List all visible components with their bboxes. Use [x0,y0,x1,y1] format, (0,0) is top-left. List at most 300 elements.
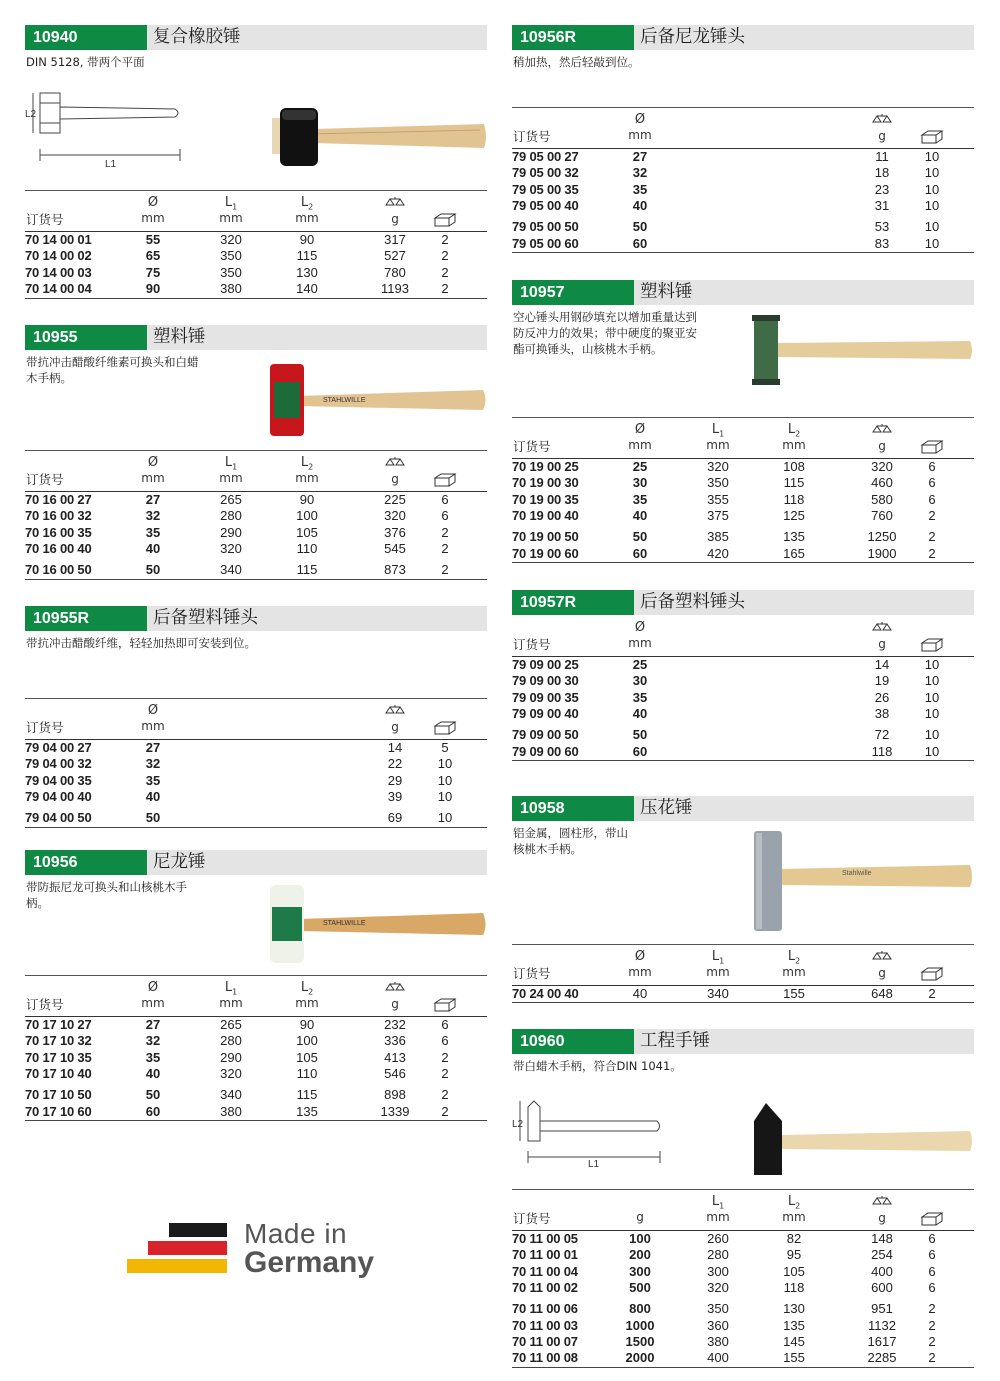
cell-l1: 265 [220,492,242,507]
section-code: 10958 [512,796,634,821]
data-table [25,698,487,828]
cell-pk: 2 [441,1049,449,1065]
data-table [512,944,974,1003]
cell-num: 70 17 10 60 [25,1103,92,1119]
cell-pk: 10 [437,756,453,772]
cell-num: 70 11 00 02 [512,1280,578,1296]
l2-sub: 2 [308,987,314,997]
cell-dia: 35 [145,772,161,788]
l2-unit: mm [295,996,319,1010]
cell-g: 14 [387,740,403,755]
l2-sub: 2 [308,202,314,212]
cell-g: 39 [387,789,403,805]
cell-num: 70 11 00 01 [512,1247,578,1263]
table-row [25,810,487,826]
cell-g: 23 [874,181,890,197]
cell-l1: 340 [220,562,242,578]
l2-symbol: L [300,195,309,210]
cell-pk: 10 [924,235,940,251]
cell-num: 79 04 00 50 [25,810,92,826]
dimension-diagram [512,1099,672,1169]
dia-unit: mm [628,128,652,142]
cell-dia: 60 [632,743,648,759]
cell-pk: 2 [928,986,936,1001]
flag-stripe-red [148,1241,227,1255]
section-code: 10957R [512,590,634,615]
cell-pk: 10 [924,706,940,722]
section-code: 10957 [512,280,634,305]
table-row [512,1247,974,1263]
cell-dia: 32 [145,1033,161,1049]
dia-symbol: Ø [634,112,646,127]
cell-l2: 108 [783,459,805,474]
cell-g: 232 [384,1017,406,1032]
cell-num: 79 04 00 27 [25,740,92,755]
cell-g: 69 [387,810,403,826]
diagram-l2: L2 [25,109,37,120]
cell-g: 320 [871,459,893,474]
cell-pk: 6 [441,508,449,524]
l2-symbol: L [300,455,309,470]
cell-wg: 300 [629,1263,651,1279]
cell-pk: 2 [441,1103,449,1119]
cell-g: 898 [384,1087,406,1103]
cell-l2: 118 [783,1280,805,1296]
l2-sub: 2 [795,1201,801,1211]
cell-l2: 135 [783,1317,805,1333]
cell-dia: 40 [145,541,161,557]
order-header: 订货号 [513,966,551,981]
package-icon [920,1212,944,1226]
l2-symbol: L [300,980,309,995]
cell-pk: 2 [441,524,449,540]
cell-g: 320 [384,508,406,524]
cell-num: 70 14 00 04 [25,281,92,297]
l1-unit: mm [219,471,243,485]
l2-unit: mm [782,438,806,452]
l2-sub: 2 [795,956,801,966]
cell-l1: 350 [707,475,729,491]
cell-num: 70 17 10 50 [25,1087,92,1103]
section-header [512,1029,974,1054]
section-10958 [512,796,974,1001]
cell-num: 70 14 00 03 [25,264,92,280]
cell-l1: 340 [220,1087,242,1103]
scale-icon [384,980,406,994]
cell-dia: 50 [632,727,648,743]
cell-g: 1900 [867,545,897,561]
table-row [25,1066,487,1082]
weight-unit: g [878,637,886,651]
cell-l2: 118 [783,491,805,507]
cell-pk: 5 [441,740,449,755]
dia-unit: mm [141,211,165,225]
cell-g: 18 [874,165,890,181]
scale-icon [871,1194,893,1208]
cell-l2: 135 [296,1103,318,1119]
table-row [512,657,974,673]
cell-dia: 35 [145,524,161,540]
diagram-l1: L1 [105,159,117,170]
section-header [512,25,974,50]
cell-g: 83 [874,235,890,251]
head-weight-unit: g [636,1210,644,1224]
cell-num: 70 24 00 40 [512,986,579,1001]
diagram-l1: L1 [588,1159,600,1169]
section-10956R [512,25,974,251]
cell-l1: 280 [220,508,242,524]
dia-unit: mm [628,438,652,452]
hammer-photo [752,829,974,933]
table-row [512,165,974,181]
diagram-l2: L2 [512,1119,524,1130]
svg-text:STAHLWILLE: STAHLWILLE [323,920,366,927]
cell-pk: 6 [928,1247,936,1263]
cell-g: 254 [871,1247,893,1263]
data-table [512,616,974,761]
cell-pk: 2 [928,1317,936,1333]
scale-icon [384,455,406,469]
cell-g: 14 [874,657,890,672]
table-header [512,616,974,657]
cell-l2: 110 [296,1066,318,1082]
section-title: 后备尼龙锤头 [640,27,745,47]
l2-sub: 2 [308,462,314,472]
cell-num: 79 09 00 30 [512,673,579,689]
cell-l1: 280 [220,1033,242,1049]
cell-dia: 40 [632,986,648,1001]
cell-pk: 10 [924,689,940,705]
table-row [512,182,974,198]
cell-wg: 200 [629,1247,651,1263]
section-header [512,590,974,615]
cell-dia: 60 [145,1103,161,1119]
cell-dia: 25 [632,459,648,474]
table-row [25,1104,487,1120]
table-row [512,529,974,545]
hammer-photo [268,360,488,440]
cell-num: 79 05 00 32 [512,165,579,181]
cell-dia: 32 [145,756,161,772]
cell-g: 760 [871,508,893,524]
table-row [512,690,974,706]
table-header [512,944,974,986]
section-10955R [25,606,487,826]
l1-symbol: L [711,949,720,964]
table-row [25,1087,487,1103]
scale-icon [871,620,893,634]
hammer-photo [752,313,974,388]
l1-symbol: L [711,422,720,437]
table-row [512,149,974,165]
cell-num: 79 09 00 60 [512,743,579,759]
badge-line2: Germany [244,1246,375,1279]
cell-pk: 10 [924,673,940,689]
cell-g: 413 [384,1049,406,1065]
cell-num: 79 04 00 35 [25,772,92,788]
cell-num: 70 19 00 40 [512,508,579,524]
package-icon [433,998,457,1012]
cell-l2: 130 [783,1301,805,1317]
cell-wg: 1500 [625,1333,655,1349]
table-row [512,198,974,214]
cell-pk: 2 [441,232,449,247]
cell-dia: 55 [145,232,161,247]
package-icon [433,721,457,735]
cell-g: 460 [871,475,893,491]
cell-l2: 115 [296,1087,318,1103]
cell-dia: 35 [632,181,648,197]
cell-num: 70 16 00 50 [25,562,92,578]
dia-unit: mm [628,636,652,650]
cell-g: 11 [875,149,889,164]
cell-l1: 380 [220,1103,242,1119]
cell-num: 70 19 00 30 [512,475,579,491]
cell-pk: 6 [928,475,936,491]
section-header [25,850,487,875]
section-description: 铝金属，圆柱形，带山 核桃木手柄。 [513,826,628,856]
cell-dia: 60 [632,545,648,561]
cell-num: 79 05 00 50 [512,219,579,235]
cell-dia: 65 [145,248,161,264]
dia-symbol: Ø [147,703,159,718]
l1-unit: mm [219,211,243,225]
package-icon [920,967,944,981]
cell-l2: 145 [783,1333,805,1349]
cell-g: 546 [384,1066,406,1082]
table-row [512,475,974,491]
data-table [512,107,974,253]
cell-g: 780 [384,264,406,280]
svg-text:STAHLWILLE: STAHLWILLE [323,397,366,404]
table-row [25,1050,487,1066]
cell-l1: 260 [707,1231,729,1246]
section-description: 带抗冲击醋酸纤维素可换头和白蜡 木手柄。 [26,355,199,385]
cell-pk: 2 [928,1301,936,1317]
table-row [25,508,487,524]
badge-line1: Made in [244,1218,348,1249]
cell-dia: 40 [145,789,161,805]
cell-l1: 320 [707,459,729,474]
cell-pk: 2 [441,1087,449,1103]
cell-pk: 6 [441,1017,449,1032]
cell-dia: 90 [145,281,161,297]
cell-num: 70 14 00 01 [25,232,92,247]
scale-icon [871,422,893,436]
flag-stripe-gold [127,1259,227,1273]
order-header: 订货号 [26,997,64,1012]
cell-l2: 100 [296,1033,318,1049]
package-icon [433,213,457,227]
scale-icon [871,112,893,126]
cell-g: 648 [871,986,893,1001]
dia-unit: mm [141,719,165,733]
section-header [25,25,487,50]
cell-num: 79 05 00 27 [512,149,579,164]
section-10956 [25,850,487,1119]
cell-pk: 10 [924,165,940,181]
cell-l2: 115 [296,248,318,264]
cell-dia: 60 [632,235,648,251]
section-header [512,280,974,305]
table-header [512,107,974,149]
l2-unit: mm [782,1210,806,1224]
table-body [25,232,487,299]
cell-g: 951 [871,1301,893,1317]
table-header [25,450,487,492]
cell-dia: 40 [632,198,648,214]
cell-pk: 2 [441,264,449,280]
cell-pk: 6 [928,1280,936,1296]
cell-l1: 350 [707,1301,729,1317]
cell-num: 70 19 00 25 [512,459,579,474]
order-header: 订货号 [513,637,551,652]
dia-symbol: Ø [634,620,646,635]
cell-g: 1339 [380,1103,410,1119]
cell-num: 79 04 00 32 [25,756,92,772]
cell-g: 1132 [868,1317,896,1333]
l2-symbol: L [787,1194,796,1209]
weight-unit: g [878,1211,886,1225]
section-10955 [25,325,487,578]
table-row [25,789,487,805]
cell-l1: 280 [707,1247,729,1263]
package-icon [920,440,944,454]
cell-g: 148 [871,1231,893,1246]
cell-pk: 6 [928,459,936,474]
section-10940 [25,25,487,297]
cell-g: 225 [384,492,406,507]
cell-g: 19 [874,673,890,689]
cell-dia: 27 [145,1017,161,1032]
cell-num: 79 09 00 25 [512,657,579,672]
order-header: 订货号 [26,720,64,735]
table-row [25,1017,487,1033]
cell-l2: 165 [783,545,805,561]
cell-l1: 290 [220,1049,242,1065]
cell-l2: 82 [786,1231,802,1246]
table-row [512,508,974,524]
cell-l2: 100 [296,508,318,524]
cell-pk: 10 [924,727,940,743]
cell-dia: 40 [145,1066,161,1082]
cell-l1: 320 [707,1280,729,1296]
cell-pk: 6 [928,491,936,507]
cell-l1: 320 [220,541,242,557]
cell-wg: 800 [629,1301,651,1317]
cell-g: 38 [874,706,890,722]
cell-pk: 2 [441,541,449,557]
cell-num: 70 11 00 08 [512,1350,578,1366]
cell-l2: 115 [296,562,318,578]
cell-l1: 355 [707,491,729,507]
section-10957R [512,590,974,759]
cell-g: 580 [871,491,893,507]
dimension-diagram [25,85,190,170]
section-header [25,325,487,350]
section-header [512,796,974,821]
cell-dia: 25 [632,657,648,672]
cell-num: 70 17 10 35 [25,1049,92,1065]
cell-num: 79 05 00 60 [512,235,579,251]
cell-num: 70 17 10 27 [25,1017,92,1032]
weight-unit: g [391,472,399,486]
package-icon [920,638,944,652]
cell-num: 70 19 00 35 [512,491,579,507]
section-description: 带白蜡木手柄，符合DIN 1041。 [513,1059,682,1073]
cell-g: 545 [384,541,406,557]
cell-pk: 6 [441,492,449,507]
order-header: 订货号 [26,212,64,227]
table-row [512,1350,974,1366]
cell-num: 70 16 00 40 [25,541,92,557]
table-row [25,773,487,789]
section-code: 10956 [25,850,147,875]
cell-pk: 2 [928,529,936,545]
cell-num: 79 05 00 35 [512,181,579,197]
dia-unit: mm [141,996,165,1010]
order-header: 订货号 [513,439,551,454]
cell-dia: 32 [632,165,648,181]
section-title: 塑料锤 [153,327,206,347]
table-row [512,1264,974,1280]
cell-g: 72 [874,727,890,743]
cell-l1: 265 [220,1017,242,1032]
cell-g: 527 [384,248,406,264]
cell-l2: 105 [783,1263,805,1279]
table-row [25,756,487,772]
table-body [512,986,974,1003]
l1-sub: 1 [232,202,238,212]
hammer-photo [268,883,488,965]
cell-wg: 500 [629,1280,651,1296]
table-body [25,1017,487,1121]
cell-l1: 350 [220,264,242,280]
cell-dia: 50 [145,1087,161,1103]
table-row [25,492,487,508]
section-description: 稍加热，然后轻敲到位。 [513,55,640,69]
cell-l2: 90 [299,492,315,507]
scale-icon [384,195,406,209]
cell-num: 79 04 00 40 [25,789,92,805]
l1-sub: 1 [232,987,238,997]
table-row [512,1318,974,1334]
cell-num: 70 11 00 07 [512,1333,578,1349]
cell-num: 70 17 10 32 [25,1033,92,1049]
table-row [25,562,487,578]
order-header: 订货号 [26,472,64,487]
cell-l2: 125 [783,508,805,524]
section-title: 工程手锤 [640,1031,710,1051]
flag-stripe-black [169,1223,227,1237]
cell-dia: 40 [632,706,648,722]
l1-sub: 1 [719,1201,725,1211]
cell-l1: 380 [707,1333,729,1349]
hammer-photo [752,1101,974,1179]
cell-l1: 350 [220,248,242,264]
table-row [512,986,974,1002]
cell-num: 79 09 00 35 [512,689,579,705]
cell-pk: 10 [924,219,940,235]
data-table [512,1189,974,1368]
cell-g: 1250 [867,529,897,545]
cell-pk: 2 [441,248,449,264]
dia-unit: mm [628,965,652,979]
table-row [512,1231,974,1247]
cell-l1: 320 [220,1066,242,1082]
cell-dia: 50 [145,810,161,826]
cell-l1: 320 [220,232,242,247]
